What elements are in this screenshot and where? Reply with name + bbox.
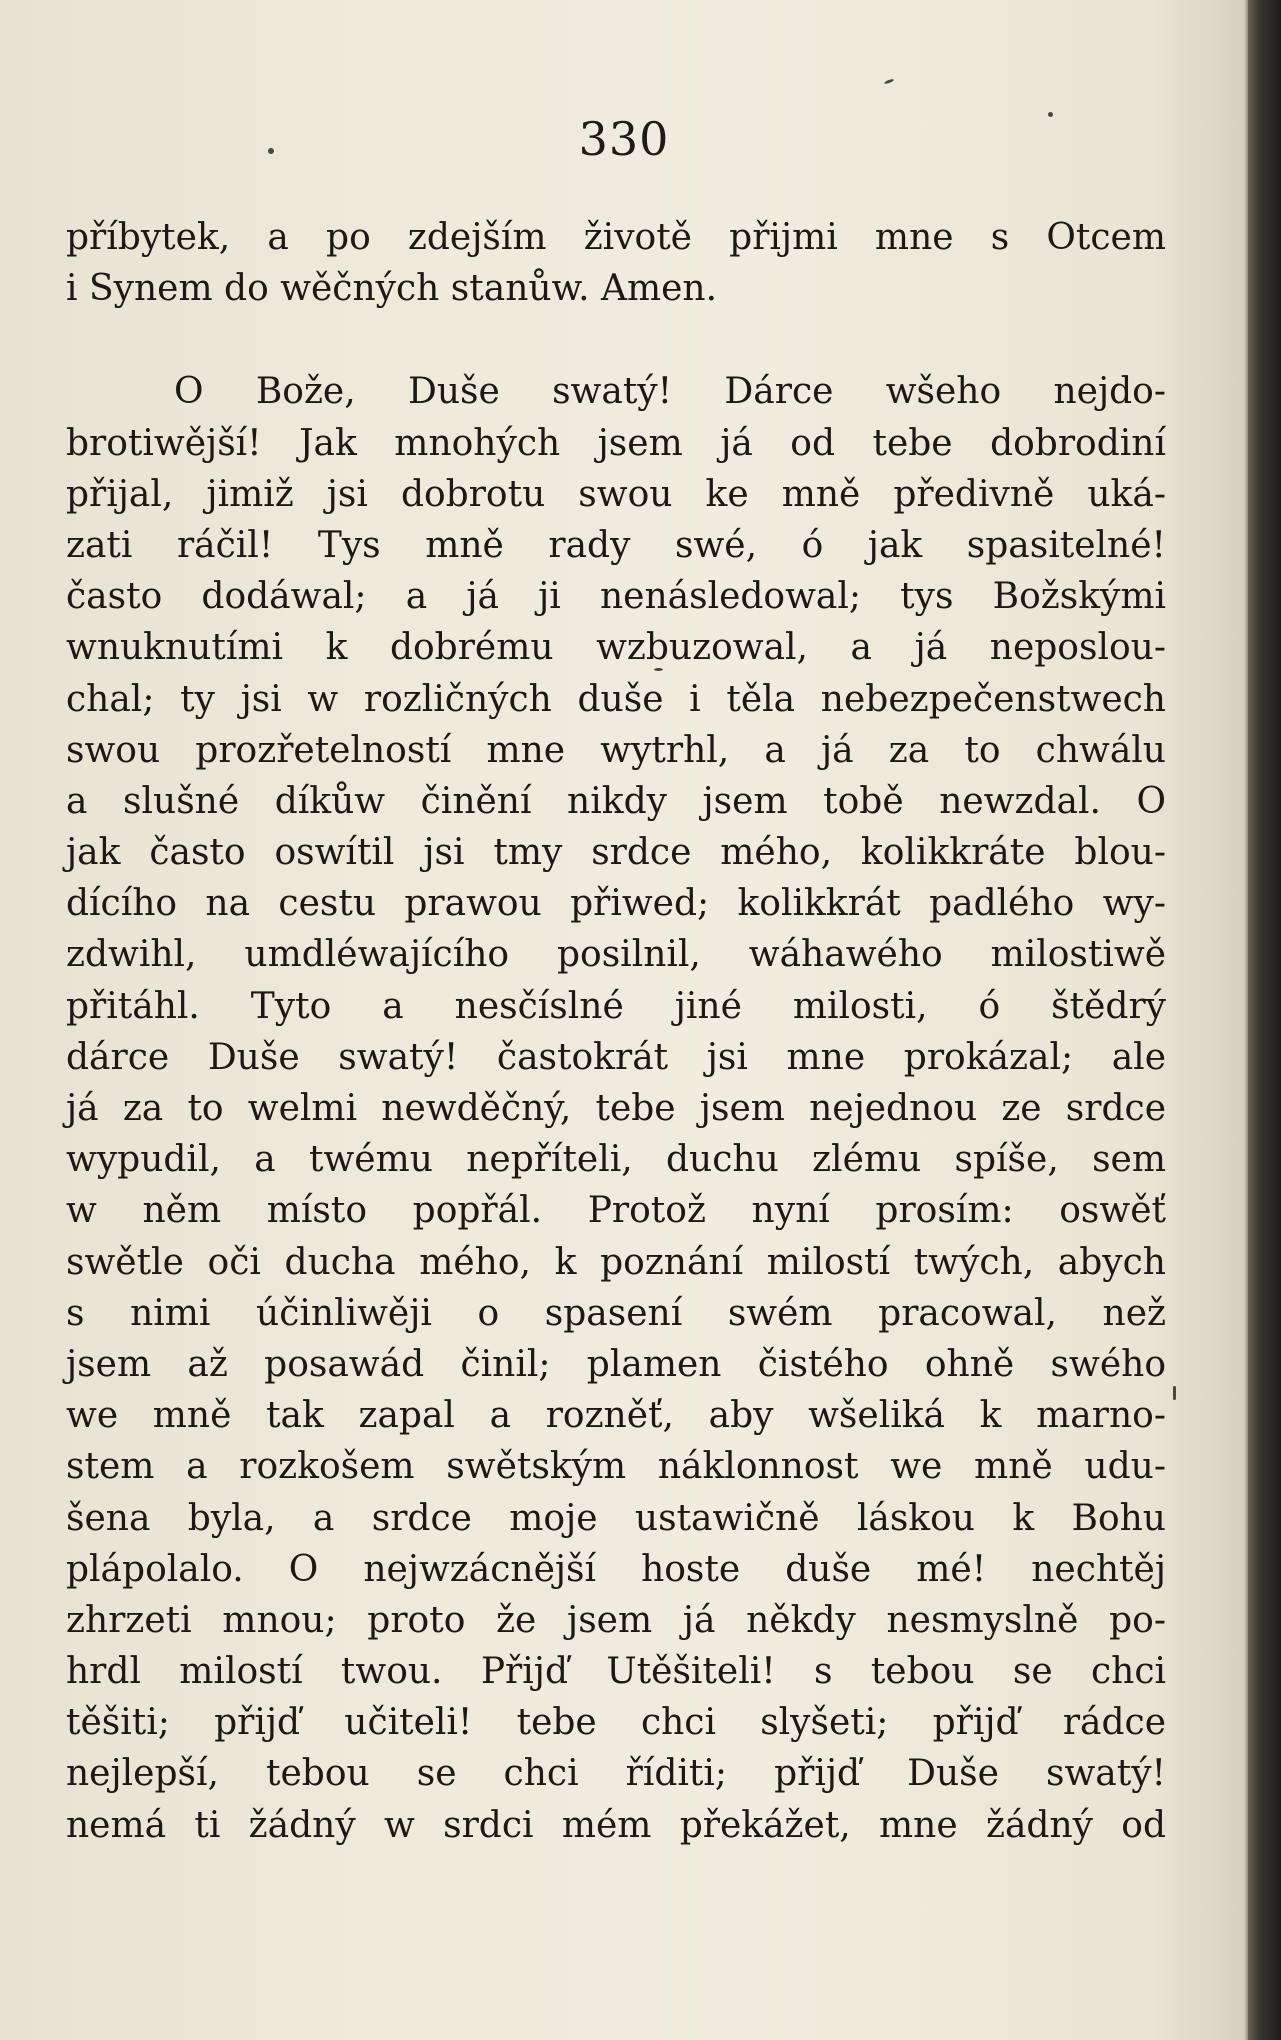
text-line: nemá ti žádný w srdci mém překážet, mne žádný od <box>66 1804 1166 1846</box>
text-line: přitáhl. Tyto a nesčíslné jiné milosti, ó štědrý <box>66 985 1166 1027</box>
text-line: brotiwější! Jak mnohých jsem já od tebe dobrodiní <box>66 422 1166 464</box>
text-line: jak často oswítil jsi tmy srdce mého, kolikkráte blou- <box>66 832 1166 874</box>
text-line: dícího na cestu prawou přiwed; kolikkrát padlého wy- <box>66 883 1166 925</box>
paper-speck <box>1173 1386 1176 1400</box>
text-line: O Bože, Duše swatý! Dárce wšeho nejdo- <box>174 371 1166 413</box>
text-line: w něm místo popřál. Protož nyní prosím: oswěť <box>66 1190 1166 1232</box>
text-line: příbytek, a po zdejším životě přijmi mne s Otcem <box>66 217 1166 258</box>
text-line: swou prozřetelností mne wytrhl, a já za to chwálu <box>66 729 1166 771</box>
book-binding <box>1248 0 1281 2040</box>
body-text <box>66 212 1166 1851</box>
text-line: i Synem do wěčných stanůw. Amen. <box>66 268 718 310</box>
text-line: stem a rozkošem swětským náklonnost we mně udu- <box>66 1446 1166 1488</box>
text-line: a slušné díkůw činění nikdy jsem tobě newzdal. O <box>66 780 1166 822</box>
text-line: plápolalo. O nejwzácnější hoste duše mé! nechtěj <box>66 1548 1166 1590</box>
paragraph-2 <box>66 366 1166 1850</box>
text-line: hrdl milostí twou. Přijď Utěšiteli! s tebou se chci <box>66 1651 1166 1693</box>
text-line: wypudil, a twému nepříteli, duchu zlému spíše, sem <box>66 1139 1166 1181</box>
text-line: zdwihl, umdléwajícího posilnil, wáhawého milostiwě <box>66 934 1166 976</box>
text-line: šena byla, a srdce moje ustawičně láskou k Bohu <box>66 1497 1166 1539</box>
text-line: zati ráčil! Tys mně rady swé, ó jak spasitelné! <box>66 524 1166 566</box>
text-line: jsem až posawád činil; plamen čistého ohně swého <box>66 1343 1166 1385</box>
text-line: we mně tak zapal a rozněť, aby wšeliká k marno- <box>66 1395 1166 1437</box>
text-line: chal; ty jsi w rozličných duše i těla nebezpečenstwech <box>66 678 1166 720</box>
text-line: wnuknutími k dobrému wzbuzowal, a já neposlou- <box>66 627 1166 669</box>
paragraph-gap <box>66 314 1166 366</box>
text-line: přijal, jimiž jsi dobrotu swou ke mně předivně uká- <box>66 473 1166 515</box>
text-line: dárce Duše swatý! častokrát jsi mne prokázal; ale <box>66 1036 1166 1078</box>
page-number: 330 <box>578 112 670 166</box>
text-line: zhrzeti mnou; proto že jsem já někdy nesmyslně po- <box>66 1599 1166 1641</box>
text-line: s nimi účinliwěji o spasení swém pracowal, než <box>66 1292 1166 1334</box>
text-line: často dodáwal; a já ji nenásledowal; tys Božskými <box>66 576 1166 618</box>
text-line: já za to welmi newděčný, tebe jsem nejednou ze srdce <box>66 1088 1166 1129</box>
paragraph-1 <box>66 212 1166 314</box>
text-line: nejlepší, tebou se chci říditi; přijď Duše swatý! <box>66 1753 1166 1795</box>
text-line: swětle oči ducha mého, k poznání milostí twých, abych <box>66 1241 1166 1283</box>
text-line: těšiti; přijď učiteli! tebe chci slyšeti; přijď rádce <box>66 1702 1166 1744</box>
